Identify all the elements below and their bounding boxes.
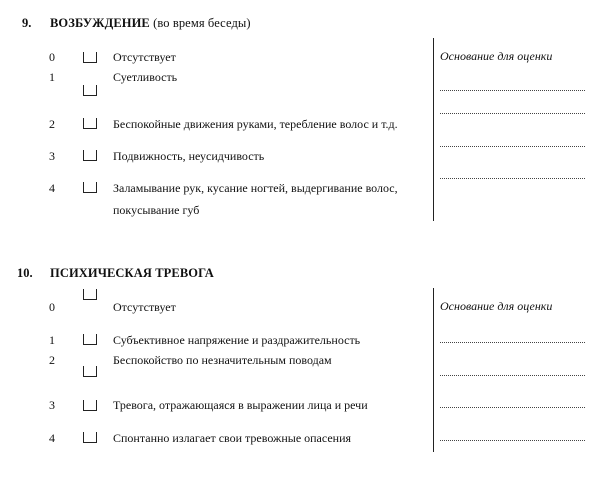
s10-option-3-score: 3 xyxy=(49,398,55,412)
section-10-basis-line-1[interactable] xyxy=(440,342,585,343)
s9-option-1-score: 1 xyxy=(49,70,55,84)
section-9-subtitle: (во время беседы) xyxy=(153,16,251,30)
s10-option-4-text: Спонтанно излагает свои тревожные опасения xyxy=(113,431,352,445)
section-10-title: ПСИХИЧЕСКАЯ ТРЕВОГА xyxy=(50,266,214,280)
s10-option-4-checkbox[interactable] xyxy=(83,432,97,443)
s10-option-2-text: Беспокойство по незначительным поводам xyxy=(113,353,332,367)
s9-option-0-score: 0 xyxy=(49,50,55,64)
section-9-title-text: ВОЗБУЖДЕНИЕ xyxy=(50,16,150,30)
s9-option-3-score: 3 xyxy=(49,149,55,163)
section-9-basis-label: Основание для оценки xyxy=(440,49,553,63)
s9-option-4-text-cont: покусывание губ xyxy=(113,203,200,217)
s9-option-2-text: Беспокойные движения руками, теребление волос и т.д. xyxy=(113,117,398,131)
section-10-basis-line-3[interactable] xyxy=(440,407,585,408)
s10-option-1-text: Субъективное напряжение и раздражительность xyxy=(113,333,361,347)
s10-option-0-text: Отсутствует xyxy=(113,300,176,314)
s10-option-1-score: 1 xyxy=(49,333,55,347)
s9-option-4-checkbox[interactable] xyxy=(83,182,97,193)
section-9-basis-line-3[interactable] xyxy=(440,146,585,147)
section-9-basis-line-2[interactable] xyxy=(440,113,585,114)
s9-option-2-checkbox[interactable] xyxy=(83,118,97,129)
s10-option-3-text: Тревога, отражающаяся в выражении лица и речи xyxy=(113,398,368,412)
s10-option-0-score: 0 xyxy=(49,300,55,314)
s9-option-0-checkbox[interactable] xyxy=(83,52,97,63)
s10-option-1-checkbox[interactable] xyxy=(83,334,97,345)
section-9-title xyxy=(50,16,251,31)
s9-option-1-text: Суетливость xyxy=(113,70,178,84)
section-10-basis-label: Основание для оценки xyxy=(440,299,553,313)
section-9-basis-line-1[interactable] xyxy=(440,90,585,91)
s9-option-1-checkbox[interactable] xyxy=(83,85,97,96)
s9-option-2-score: 2 xyxy=(49,117,55,131)
section-10-basis-line-4[interactable] xyxy=(440,440,585,441)
s10-option-4-score: 4 xyxy=(49,431,55,445)
s10-option-0-checkbox[interactable] xyxy=(83,289,97,300)
section-9-number: 9. xyxy=(22,16,32,30)
s10-option-2-checkbox[interactable] xyxy=(83,366,97,377)
section-10-number: 10. xyxy=(17,266,33,280)
s9-option-4-text: Заламывание рук, кусание ногтей, выдергивание волос, xyxy=(113,181,398,195)
section-9-basis-line-4[interactable] xyxy=(440,178,585,179)
section-10-basis-line-2[interactable] xyxy=(440,375,585,376)
s9-option-3-checkbox[interactable] xyxy=(83,150,97,161)
s9-option-4-score: 4 xyxy=(49,181,55,195)
s10-option-3-checkbox[interactable] xyxy=(83,400,97,411)
section-10-divider xyxy=(433,288,434,452)
s9-option-3-text: Подвижность, неусидчивость xyxy=(113,149,265,163)
s9-option-0-text: Отсутствует xyxy=(113,50,176,64)
section-9-divider xyxy=(433,38,434,221)
s10-option-2-score: 2 xyxy=(49,353,55,367)
